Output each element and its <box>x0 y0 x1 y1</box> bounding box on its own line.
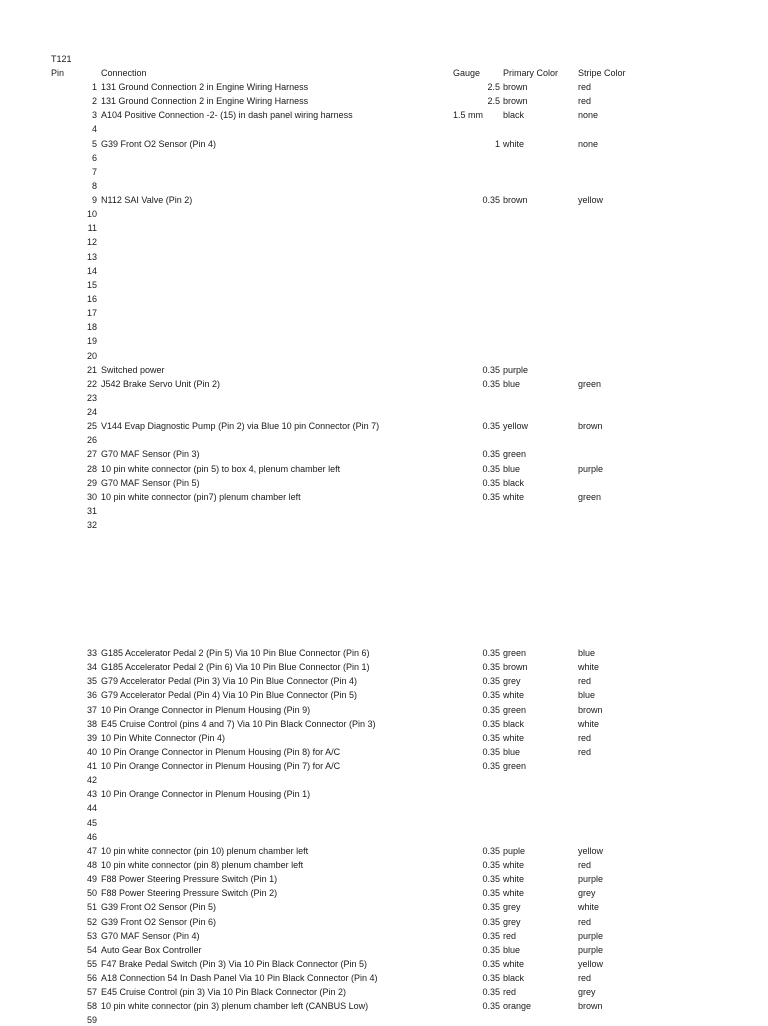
primary-color-cell: brown <box>503 82 528 92</box>
pin-number: 3 <box>91 110 97 121</box>
stripe-color-cell: red <box>578 82 592 92</box>
stripe-color-cell: red <box>578 916 592 927</box>
pin-number: 31 <box>86 505 97 516</box>
gauge-cell: 0.35 <box>482 732 500 743</box>
pin-number: 56 <box>86 973 97 983</box>
pin-number: 20 <box>86 350 97 361</box>
gauge-cell: 0.35 <box>482 761 500 771</box>
connection-cell: G185 Accelerator Pedal 2 (Pin 5) Via 10 Pin Blue Connector (Pin 6) <box>101 648 370 658</box>
connection-cell: A104 Positive Connection -2- (15) in dash panel wiring harness <box>101 110 353 121</box>
stripe-color-cell: red <box>578 676 592 687</box>
primary-color-cell: purple <box>503 364 529 375</box>
connection-cell: Auto Gear Box Controller <box>101 944 202 955</box>
pin-number: 45 <box>86 817 97 828</box>
connection-cell: J542 Brake Servo Unit (Pin 2) <box>101 378 221 389</box>
pin-number: 53 <box>86 930 97 941</box>
gauge-cell: 0.35 <box>482 421 500 432</box>
pin-number: 25 <box>86 421 97 432</box>
connection-cell: G39 Front O2 Sensor (Pin 6) <box>101 916 217 927</box>
pin-number: 42 <box>86 775 97 786</box>
connection-cell: E45 Cruise Control (pin 3) Via 10 Pin Black Connector (Pin 2) <box>101 987 346 998</box>
gauge-cell: 0.35 <box>482 874 500 885</box>
gauge-cell: 0.35 <box>482 463 500 474</box>
primary-color-cell: green <box>503 449 527 460</box>
stripe-color-cell: brown <box>578 1001 603 1012</box>
pin-number: 26 <box>86 435 97 446</box>
gauge-cell: 0.35 <box>482 860 500 870</box>
primary-color-cell: white <box>503 874 525 885</box>
stripe-color-cell: grey <box>578 987 596 998</box>
connection-cell: F88 Power Steering Pressure Switch (Pin 1) <box>101 874 278 885</box>
pin-number: 29 <box>86 477 97 488</box>
connection-cell: 10 pin white connector (pin7) plenum chamber left <box>101 491 301 502</box>
primary-color-cell: yellow <box>503 421 529 432</box>
stripe-color-cell: white <box>578 902 600 913</box>
connection-cell: V144 Evap Diagnostic Pump (Pin 2) via Blue 10 pin Connector (Pin 7) <box>101 421 380 432</box>
gauge-cell: 0.35 <box>482 1001 500 1012</box>
pin-number: 17 <box>86 308 97 319</box>
primary-color-cell: brown <box>503 195 528 205</box>
gauge-cell: 0.35 <box>482 973 500 983</box>
pin-number: 11 <box>87 223 97 234</box>
gauge-cell: 0.35 <box>482 364 500 375</box>
gauge-cell: 0.35 <box>482 916 500 927</box>
pin-number: 21 <box>86 364 97 375</box>
connection-cell: 10 pin white connector (pin 8) plenum chamber left <box>101 860 304 870</box>
stripe-color-cell: red <box>578 860 592 870</box>
stripe-color-cell: green <box>578 491 602 502</box>
gauge-cell: 0.35 <box>482 378 500 389</box>
stripe-color-cell: red <box>578 732 592 743</box>
gauge-cell: 0.35 <box>482 845 500 856</box>
pin-number: 52 <box>86 916 97 927</box>
primary-color-cell: red <box>503 930 517 941</box>
primary-color-cell: blue <box>503 463 521 474</box>
pin-number: 2 <box>91 96 97 107</box>
header-connection: Connection <box>101 68 147 78</box>
pin-number: 38 <box>86 718 97 729</box>
pin-number: 30 <box>86 491 97 502</box>
stripe-color-cell: yellow <box>578 958 604 969</box>
gauge-cell: 0.35 <box>482 704 500 715</box>
pin-number: 46 <box>86 831 97 842</box>
pin-number: 10 <box>86 209 97 220</box>
gauge-cell: 0.35 <box>482 662 500 673</box>
pin-number: 12 <box>86 237 97 248</box>
pin-number: 27 <box>86 449 97 460</box>
connection-cell: 10 pin white connector (pin 5) to box 4, plenum chamber left <box>101 463 341 474</box>
connection-cell: G79 Accelerator Pedal (Pin 4) Via 10 Pin Blue Connector (Pin 5) <box>101 690 357 701</box>
pin-number: 48 <box>86 860 97 870</box>
gauge-cell: 0.35 <box>482 930 500 941</box>
pin-number: 49 <box>86 874 97 885</box>
pin-number: 1 <box>91 82 97 92</box>
pin-number: 50 <box>86 888 97 899</box>
pin-number: 44 <box>86 803 97 814</box>
primary-color-cell: green <box>503 761 527 771</box>
stripe-color-cell: white <box>578 662 600 673</box>
primary-color-cell: white <box>503 860 525 870</box>
gauge-cell: 0.35 <box>482 958 500 969</box>
pin-number: 6 <box>91 152 97 163</box>
connection-cell: F88 Power Steering Pressure Switch (Pin 2) <box>101 888 278 899</box>
pin-number: 4 <box>91 124 97 135</box>
gauge-cell: 0.35 <box>482 676 500 687</box>
pin-number: 55 <box>86 958 97 969</box>
gauge-cell: 2.5 <box>487 82 500 92</box>
primary-color-cell: blue <box>503 746 521 757</box>
gauge-cell: 0.35 <box>482 888 500 899</box>
pin-number: 58 <box>86 1001 97 1012</box>
stripe-color-cell: yellow <box>578 195 604 205</box>
primary-color-cell: white <box>503 732 525 743</box>
primary-color-cell: black <box>503 973 525 983</box>
pin-number: 41 <box>86 761 97 771</box>
stripe-color-cell: purple <box>578 463 604 474</box>
stripe-color-cell: none <box>578 110 599 121</box>
pin-number: 22 <box>86 378 97 389</box>
stripe-color-cell: grey <box>578 888 596 899</box>
primary-color-cell: brown <box>503 96 528 107</box>
pin-number: 36 <box>86 690 97 701</box>
stripe-color-cell: purple <box>578 874 604 885</box>
connection-cell: A18 Connection 54 In Dash Panel Via 10 Pin Black Connector (Pin 4) <box>101 973 378 983</box>
gauge-cell: 1.5 mm <box>453 110 484 121</box>
pin-number: 47 <box>86 845 97 856</box>
header-pin: Pin <box>51 68 65 78</box>
connection-cell: G79 Accelerator Pedal (Pin 3) Via 10 Pin Blue Connector (Pin 4) <box>101 676 357 687</box>
connection-cell: 10 pin white connector (pin 10) plenum chamber left <box>101 845 309 856</box>
gauge-cell: 0.35 <box>482 648 500 658</box>
stripe-color-cell: brown <box>578 704 603 715</box>
primary-color-cell: red <box>503 987 517 998</box>
stripe-color-cell: purple <box>578 930 604 941</box>
stripe-color-cell: blue <box>578 648 596 658</box>
gauge-cell: 0.35 <box>482 902 500 913</box>
connection-cell: 10 Pin Orange Connector in Plenum Housing (Pin 1) <box>101 789 311 800</box>
pin-number: 7 <box>91 166 97 177</box>
primary-color-cell: orange <box>503 1001 532 1012</box>
stripe-color-cell: red <box>578 973 592 983</box>
primary-color-cell: grey <box>503 676 521 687</box>
connection-cell: G70 MAF Sensor (Pin 3) <box>101 449 200 460</box>
primary-color-cell: white <box>503 690 525 701</box>
connection-cell: E45 Cruise Control (pins 4 and 7) Via 10 Pin Black Connector (Pin 3) <box>101 718 376 729</box>
pin-number: 43 <box>86 789 97 800</box>
header-stripe-color: Stripe Color <box>578 68 626 78</box>
primary-color-cell: white <box>503 138 525 149</box>
pin-number: 39 <box>86 732 97 743</box>
pin-number: 32 <box>86 520 97 530</box>
pin-number: 59 <box>86 1015 97 1026</box>
header-gauge: Gauge <box>453 68 481 78</box>
pin-number: 18 <box>86 322 97 333</box>
pin-number: 23 <box>86 392 97 403</box>
gauge-cell: 0.35 <box>482 746 500 757</box>
pin-number: 37 <box>86 704 97 715</box>
gauge-cell: 2.5 <box>487 96 500 107</box>
connection-cell: N112 SAI Valve (Pin 2) <box>101 195 193 205</box>
primary-color-cell: grey <box>503 902 521 913</box>
pin-number: 57 <box>86 987 97 998</box>
primary-color-cell: blue <box>503 944 521 955</box>
header-primary-color: Primary Color <box>503 68 559 78</box>
gauge-cell: 0.35 <box>482 477 500 488</box>
primary-color-cell: grey <box>503 916 521 927</box>
connection-cell: G39 Front O2 Sensor (Pin 5) <box>101 902 217 913</box>
gauge-cell: 0.35 <box>482 449 500 460</box>
pin-number: 40 <box>86 746 97 757</box>
pin-number: 28 <box>86 463 97 474</box>
stripe-color-cell: red <box>578 746 592 757</box>
pin-number: 9 <box>91 195 97 205</box>
primary-color-cell: white <box>503 958 525 969</box>
connection-cell: 131 Ground Connection 2 in Engine Wiring Harness <box>101 82 309 92</box>
pin-number: 14 <box>86 265 97 276</box>
primary-color-cell: black <box>503 110 525 121</box>
pin-number: 16 <box>86 294 97 304</box>
connection-cell: 10 pin white connector (pin 3) plenum chamber left (CANBUS Low) <box>101 1001 369 1012</box>
stripe-color-cell: none <box>578 138 599 149</box>
connection-cell: 10 Pin White Connector (Pin 4) <box>101 732 226 743</box>
gauge-cell: 0.35 <box>482 195 500 205</box>
stripe-color-cell: white <box>578 718 600 729</box>
gauge-cell: 0.35 <box>482 491 500 502</box>
pin-number: 34 <box>86 662 97 673</box>
gauge-cell: 0.35 <box>482 987 500 998</box>
gauge-cell: 0.35 <box>482 690 500 701</box>
gauge-cell: 1 <box>494 138 500 149</box>
pin-number: 15 <box>86 279 97 290</box>
gauge-cell: 0.35 <box>482 718 500 729</box>
stripe-color-cell: yellow <box>578 845 604 856</box>
primary-color-cell: black <box>503 718 525 729</box>
table-title: T121 <box>51 54 72 64</box>
stripe-color-cell: green <box>578 378 602 389</box>
connection-cell: G70 MAF Sensor (Pin 4) <box>101 930 200 941</box>
pin-number: 19 <box>86 336 97 347</box>
pin-number: 8 <box>91 180 97 191</box>
connection-cell: 10 Pin Orange Connector in Plenum Housing (Pin 7) for A/C <box>101 761 341 771</box>
primary-color-cell: green <box>503 648 527 658</box>
pin-number: 33 <box>86 648 97 658</box>
connection-cell: Switched power <box>101 364 165 375</box>
pin-number: 54 <box>86 944 97 955</box>
primary-color-cell: black <box>503 477 525 488</box>
connection-cell: G39 Front O2 Sensor (Pin 4) <box>101 138 217 149</box>
stripe-color-cell: blue <box>578 690 596 701</box>
primary-color-cell: puple <box>503 845 526 856</box>
stripe-color-cell: red <box>578 96 592 107</box>
connection-cell: 10 Pin Orange Connector in Plenum Housing (Pin 8) for A/C <box>101 746 341 757</box>
connection-cell: 131 Ground Connection 2 in Engine Wiring Harness <box>101 96 309 107</box>
pin-number: 13 <box>86 251 97 262</box>
primary-color-cell: brown <box>503 662 528 673</box>
primary-color-cell: white <box>503 888 525 899</box>
stripe-color-cell: brown <box>578 421 603 432</box>
connection-cell: F47 Brake Pedal Switch (Pin 3) Via 10 Pin Black Connector (Pin 5) <box>101 958 367 969</box>
primary-color-cell: white <box>503 491 525 502</box>
pin-number: 51 <box>86 902 97 913</box>
pin-number: 5 <box>91 138 97 149</box>
primary-color-cell: blue <box>503 378 521 389</box>
gauge-cell: 0.35 <box>482 944 500 955</box>
primary-color-cell: green <box>503 704 527 715</box>
connection-cell: 10 Pin Orange Connector in Plenum Housing (Pin 9) <box>101 704 311 715</box>
stripe-color-cell: purple <box>578 944 604 955</box>
pin-number: 24 <box>86 407 97 417</box>
connection-cell: G185 Accelerator Pedal 2 (Pin 6) Via 10 Pin Blue Connector (Pin 1) <box>101 662 370 673</box>
pin-number: 35 <box>86 676 97 687</box>
connection-cell: G70 MAF Sensor (Pin 5) <box>101 477 200 488</box>
